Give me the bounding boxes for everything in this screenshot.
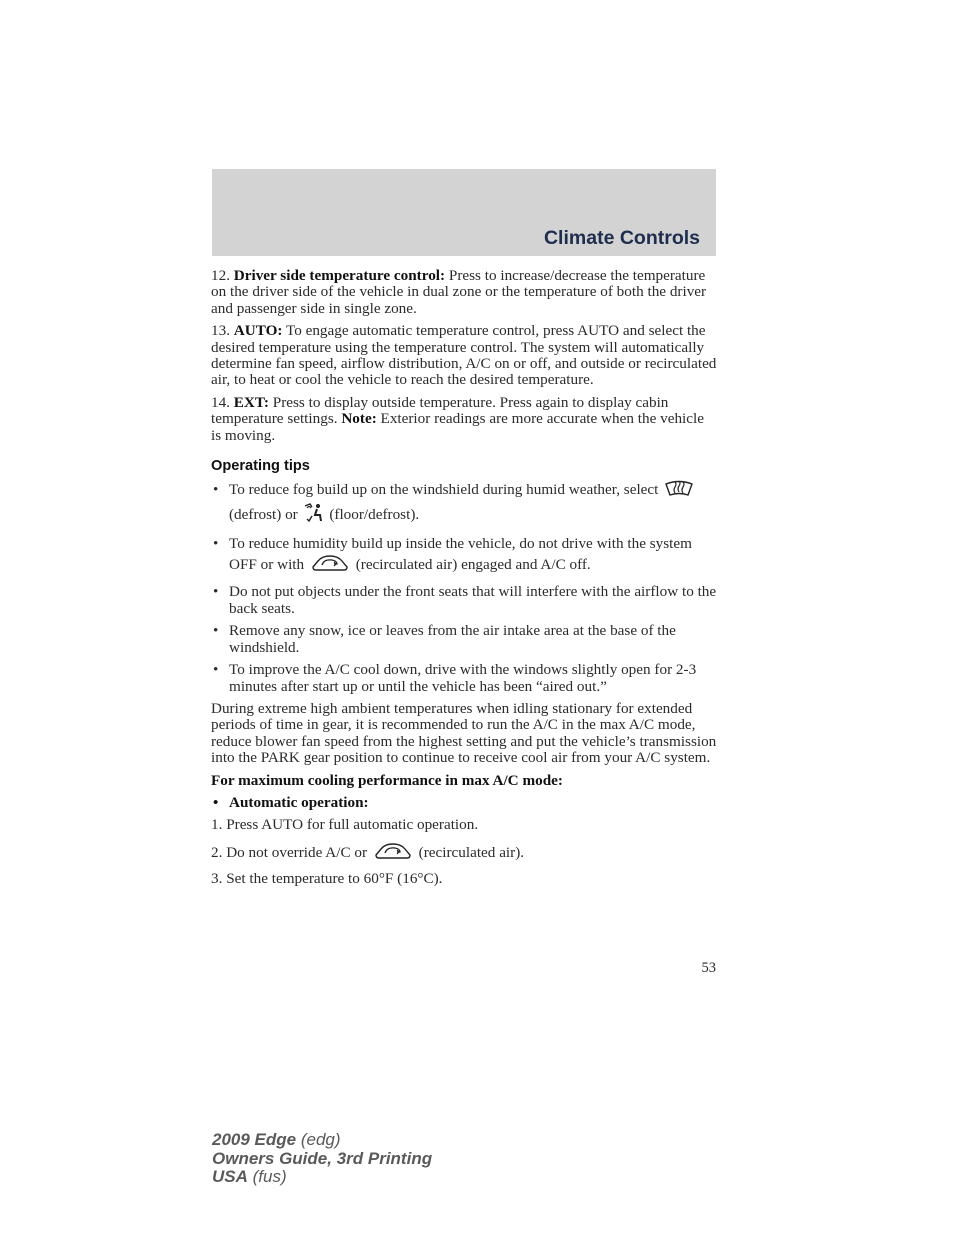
item-label: AUTO: [233,322,283,340]
tip-text: To reduce humidity build up inside the vehicle, do not drive with the system OFF or with [229,535,692,574]
bullet: • [213,583,219,601]
tip-air-intake [211,623,717,656]
footer-line-3 [212,1168,432,1187]
tip-cool-down [211,662,717,695]
footer-market: USA [212,1167,248,1186]
operating-tips-heading: Operating tips [211,458,310,475]
tip-humidity [211,534,717,578]
step-2 [211,841,717,866]
bullet: • [213,661,219,679]
footer-model: 2009 Edge [212,1130,297,1149]
bullet: • [213,535,219,553]
recirculated-air-icon [373,841,413,866]
footer-line-2: Owners Guide, 3rd Printing [212,1148,433,1168]
tip-text: (floor/defrost). [329,506,420,524]
item-label: Driver side temperature control: [233,267,446,284]
page-number: 53 [701,960,716,976]
step-1: 1. Press AUTO for full automatic operation. [211,816,479,834]
item-12 [211,268,717,317]
floor-defrost-icon [304,503,324,528]
tip-text: To improve the A/C cool down, drive with the windows slightly open for 2-3 minutes after start up or until the vehicle has been “aired out.” [229,661,697,695]
section-header-band [212,169,716,256]
footer-market-code: (fus) [247,1167,287,1186]
item-text: To engage automatic temperature control, press AUTO and select the desired temperature using the temperature control. The system will automatically determine fan speed, airflow distribution, A/C on or off, and outside or recirculated air, to heat or cool the vehicle to reach the desired temperature. [211,322,717,389]
step-text: (recirculated air). [418,843,525,861]
section-title: Climate Controls [543,227,700,249]
item-14 [211,395,717,444]
page-content [211,268,717,893]
footer-line-1 [212,1131,432,1150]
item-label: EXT: [233,393,269,411]
document-footer [212,1131,432,1187]
bullet: • [213,622,219,640]
sub-bullet-text: Automatic operation: [229,793,369,811]
recirculated-air-icon [310,553,350,578]
extreme-temp-paragraph: During extreme high ambient temperatures when idling stationary for extended periods of time in gear, it is recommended to run the A/C in the max A/C mode, reduce blower fan speed from the highest setting and put the vehicle’s transmission into the PARK gear position to continue to receive cool air from your A/C system. [211,699,717,767]
automatic-operation-bullet [211,795,717,811]
note-text: Exterior readings are more accurate when the vehicle is moving. [211,410,704,444]
item-number: 12. [211,267,230,284]
item-text: Press to display outside temperature. Press again to display cabin temperature settings. [211,393,669,428]
item-number: 14. [211,393,230,411]
tip-text: (defrost) or [229,506,298,524]
tip-seats [211,584,717,617]
item-text: Press to increase/decrease the temperature on the driver side of the vehicle in dual zone or the temperature of both the driver and passenger side in single zone. [211,267,707,317]
tip-text: To reduce fog build up on the windshield during humid weather, select [229,481,659,499]
bullet: • [213,481,219,499]
step-text: 2. Do not override A/C or [211,843,368,861]
note-label: Note: [341,410,377,428]
tip-text: Remove any snow, ice or leaves from the air intake area at the base of the windshield. [229,622,676,656]
tip-defrost [211,480,717,528]
footer-model-code: (edg) [296,1130,341,1149]
tip-text: Do not put objects under the front seats that will interfere with the airflow to the back seats. [229,583,717,617]
max-cooling-heading: For maximum cooling performance in max A/C mode: [211,771,563,789]
item-number: 13. [211,322,230,340]
bullet: • [213,793,219,811]
tip-text: (recirculated air) engaged and A/C off. [355,556,591,574]
item-13 [211,323,717,389]
step-3: 3. Set the temperature to 60°F (16°C). [211,869,443,887]
defrost-icon [664,480,694,503]
